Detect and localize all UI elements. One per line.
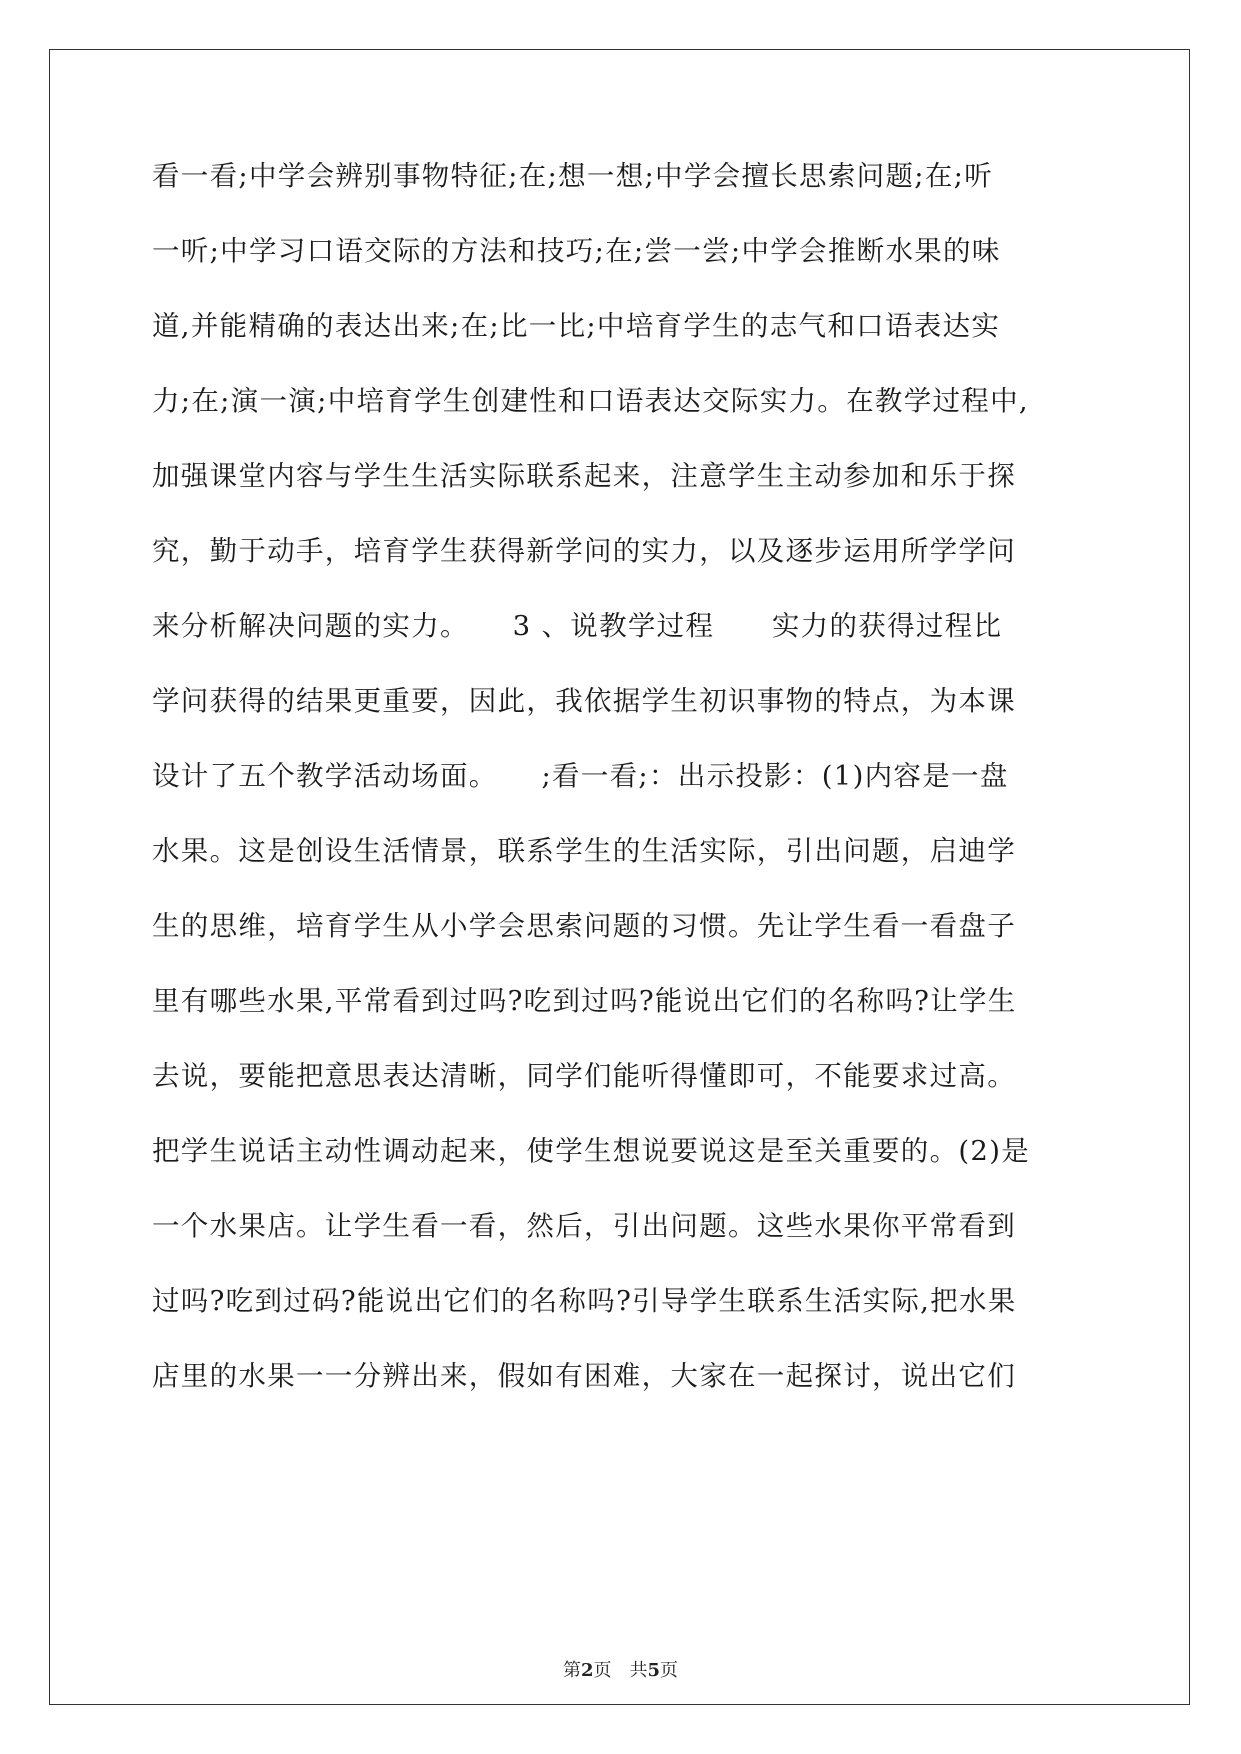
text-line: 过吗?吃到过码?能说出它们的名称吗?引导学生联系生活实际,把水果 xyxy=(152,1285,1017,1317)
text-line: 来分析解决问题的实力。 3 、说教学过程 实力的获得过程比 xyxy=(152,610,1003,642)
text-line: 里有哪些水果,平常看到过吗?吃到过吗?能说出它们的名称吗?让学生 xyxy=(152,985,1017,1017)
text-line: 加强课堂内容与学生生活实际联系起来，注意学生主动参加和乐于探 xyxy=(152,460,1016,492)
text-line: 力;在;演一演;中培育学生创建性和口语表达交际实力。在教学过程中, xyxy=(152,385,1029,417)
footer-page-suffix: 页 共 xyxy=(593,1660,648,1681)
footer-total-suffix: 页 xyxy=(660,1660,679,1681)
text-line: 店里的水果一一分辨出来，假如有困难，大家在一起探讨，说出它们 xyxy=(152,1360,1016,1392)
text-line: 看一看;中学会辨别事物特征;在;想一想;中学会擅长思索问题;在;听 xyxy=(152,160,993,192)
text-line: 道,并能精确的表达出来;在;比一比;中培育学生的志气和口语表达实 xyxy=(152,310,1001,342)
text-line: 设计了五个教学活动场面。 ;看一看;：出示投影：(1)内容是一盘 xyxy=(152,760,1009,792)
text-line: 学问获得的结果更重要，因此，我依据学生初识事物的特点，为本课 xyxy=(152,685,1016,717)
page-footer xyxy=(0,1656,1241,1682)
text-line: 去说，要能把意思表达清晰，同学们能听得懂即可，不能要求过高。 xyxy=(152,1060,1016,1092)
text-line: 生的思维，培育学生从小学会思索问题的习惯。先让学生看一看盘子 xyxy=(152,910,1016,942)
footer-prefix: 第 xyxy=(562,1660,581,1681)
total-page-count: 5 xyxy=(647,1660,661,1681)
text-line: 一听;中学习口语交际的方法和技巧;在;尝一尝;中学会推断水果的味 xyxy=(152,235,1001,267)
text-line: 一个水果店。让学生看一看，然后，引出问题。这些水果你平常看到 xyxy=(152,1210,1016,1242)
text-line: 把学生说话主动性调动起来，使学生想说要说这是至关重要的。(2)是 xyxy=(152,1135,1031,1167)
text-line: 究，勤于动手，培育学生获得新学问的实力，以及逐步运用所学学问 xyxy=(152,535,1016,567)
document-body xyxy=(152,160,1092,1435)
current-page-number: 2 xyxy=(580,1660,594,1681)
text-line: 水果。这是创设生活情景，联系学生的生活实际，引出问题，启迪学 xyxy=(152,835,1016,867)
